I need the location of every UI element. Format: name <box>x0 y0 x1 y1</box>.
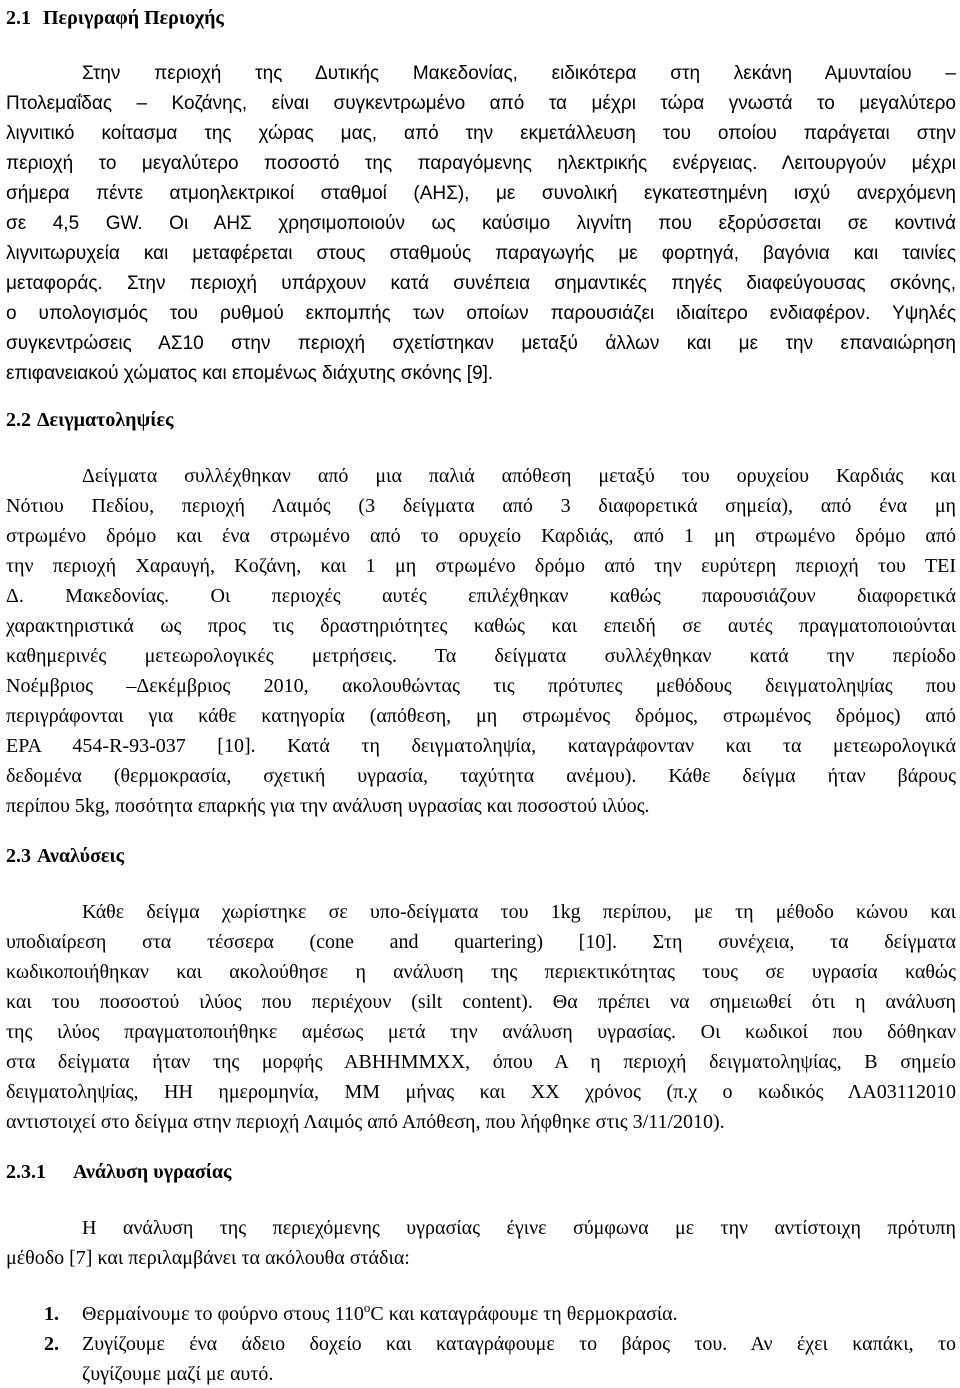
section-heading-2-1 <box>6 6 224 30</box>
section-title: Αναλύσεις <box>37 845 125 867</box>
paragraph-line: ο υπολογισμός του ρυθμού εκπομπής των οποίων παρουσιάζει ιδιαίτερο ενδιαφέρον. Υψηλές <box>6 303 956 324</box>
list-item-number: 1. <box>44 1303 59 1325</box>
section-title: Δειγματοληψίες <box>37 409 174 431</box>
section-heading-2-2 <box>6 408 173 432</box>
paragraph-line: δειγματοληψίας, ΗΗ ημερομηνία, ΜΜ μήνας και ΧΧ χρόνος (π.χ ο κωδικός ΛΑ03112010 <box>6 1081 956 1103</box>
list-item-number: 2. <box>44 1333 59 1355</box>
paragraph-line: Η ανάλυση της περιεχόμενης υγρασίας έγινε σύμφωνα με την αντίστοιχη πρότυπη <box>82 1217 956 1239</box>
degree-superscript: o <box>363 1300 371 1315</box>
paragraph-line: Κάθε δείγμα χωρίστηκε σε υπο-δείγματα του 1kg περίπου, με τη μέθοδο κώνου και <box>82 901 956 923</box>
list-item-text-part: C και καταγράφουμε τη θερμοκρασία. <box>370 1303 678 1325</box>
section-title: Περιγραφή Περιοχής <box>43 7 224 29</box>
paragraph-line: μεταφοράς. Στην περιοχή υπάρχουν κατά συνέπεια σημαντικές πηγές διαφεύγουσας σκόνης, <box>6 273 956 294</box>
paragraph-line: υποδιαίρεση στα τέσσερα (cone and quartering) [10]. Στη συνέχεια, τα δείγματα <box>6 931 956 953</box>
paragraph-line: σε 4,5 GW. Οι ΑΗΣ χρησιμοποιούν ως καύσιμο λιγνίτη που εξορύσσεται σε κοντινά <box>6 213 956 234</box>
list-item-text <box>82 1302 678 1326</box>
paragraph-line: την περιοχή Χαραυγή, Κοζάνη, και 1 μη στρωμένο δρόμο από την ευρύτερη περιοχή του ΤΕΙ <box>6 555 956 577</box>
paragraph-line: Νότιου Πεδίου, περιοχή Λαιμός (3 δείγματα από 3 διαφορετικά σημεία), από ένα μη <box>6 495 956 517</box>
paragraph-line: και του ποσοστού ιλύος που περιέχουν (silt content). Θα πρέπει να σημειωθεί ότι η ανάλυση <box>6 991 956 1013</box>
paragraph-line: Δείγματα συλλέχθηκαν από μια παλιά απόθεση μεταξύ του ορυχείου Καρδιάς και <box>82 465 956 487</box>
paragraph-line: λιγνιτωρυχεία και μεταφέρεται στους σταθμούς παραγωγής με φορτηγά, βαγόνια και ταινίες <box>6 243 956 264</box>
paragraph-line: της ιλύος πραγματοποιήθηκε αμέσως μετά την ανάλυση υγρασίας. Οι κωδικοί που δόθηκαν <box>6 1021 956 1043</box>
section-number: 2.3.1 <box>6 1161 46 1183</box>
paragraph-line: EPA 454-R-93-037 [10]. Κατά τη δειγματοληψία, καταγράφονταν και τα μετεωρολογικά <box>6 735 956 757</box>
paragraph-line: σήμερα πέντε ατμοηλεκτρικοί σταθμοί (ΑΗΣ), με συνολική εγκατεστημένη ισχύ ανερχόμενη <box>6 183 956 204</box>
paragraph-line: Στην περιοχή της Δυτικής Μακεδονίας, ειδικότερα στη λεκάνη Αμυνταίου – <box>82 63 956 84</box>
list-item-text: Ζυγίζουμε ένα άδειο δοχείο και καταγράφουμε το βάρος του. Αν έχει καπάκι, το <box>82 1333 956 1355</box>
paragraph-line: Νοέμβριος –Δεκέμβριος 2010, ακολουθώντας τις πρότυπες μεθόδους δειγματοληψίας που <box>6 675 956 697</box>
paragraph-line: επιφανειακού χώματος και επομένως διάχυτης σκόνης [9]. <box>6 363 494 384</box>
section-heading-2-3 <box>6 844 124 868</box>
section-heading-2-3-1 <box>6 1160 232 1184</box>
paragraph-line: καθημερινές μετεωρολογικές μετρήσεις. Τα δείγματα συλλέχθηκαν κατά την περίοδο <box>6 645 956 667</box>
paragraph-line: περιγράφονται για κάθε κατηγορία (απόθεση, μη στρωμένος δρόμος, στρωμένος δρόμος) από <box>6 705 956 727</box>
paragraph-line: στρωμένο δρόμο και ένα στρωμένο από το ορυχείο Καρδιάς, από 1 μη στρωμένο δρόμο από <box>6 525 956 547</box>
paragraph-line: λιγνιτικό κοίτασμα της χώρας μας, από την εκμετάλλευση του οποίου παράγεται στην <box>6 123 956 144</box>
section-number: 2.2 <box>6 409 31 431</box>
paragraph-line: κωδικοποιήθηκαν και ακολούθησε η ανάλυση της περιεκτικότητας τους σε υγρασία καθώς <box>6 961 956 983</box>
paragraph-line: μέθοδο [7] και περιλαμβάνει τα ακόλουθα στάδια: <box>6 1247 410 1269</box>
list-item-text-part: Θερμαίνουμε το φούρνο στους 110 <box>82 1303 364 1325</box>
paragraph-line: στα δείγματα ήταν της μορφής ΑΒΗΗΜΜΧΧ, όπου Α η περιοχή δειγματοληψίας, Β σημείο <box>6 1051 956 1073</box>
paragraph-line: Δ. Μακεδονίας. Οι περιοχές αυτές επιλέχθηκαν καθώς παρουσιάζουν διαφορετικά <box>6 585 956 607</box>
paragraph-line: αντιστοιχεί στο δείγμα στην περιοχή Λαιμός από Απόθεση, που λήφθηκε στις 3/11/2010). <box>6 1111 725 1133</box>
paragraph-line: περίπου 5kg, ποσότητα επαρκής για την ανάλυση υγρασίας και ποσοστού ιλύος. <box>6 795 650 817</box>
paragraph-line: δεδομένα (θερμοκρασία, σχετική υγρασία, ταχύτητα ανέμου). Κάθε δείγμα ήταν βάρους <box>6 765 956 787</box>
section-number: 2.3 <box>6 845 31 867</box>
paragraph-line: περιοχή το μεγαλύτερο ποσοστό της παραγόμενης ηλεκτρικής ενέργειας. Λειτουργούν μέχρι <box>6 153 956 174</box>
list-item-text: ζυγίζουμε μαζί με αυτό. <box>82 1363 274 1385</box>
paragraph-line: χαρακτηριστικά ως προς τις δραστηριότητες καθώς και επειδή σε αυτές πραγματοποιούνται <box>6 615 956 637</box>
section-number: 2.1 <box>6 7 31 29</box>
section-title: Ανάλυση υγρασίας <box>73 1161 232 1183</box>
paragraph-line: Πτολεμαΐδας – Κοζάνης, είναι συγκεντρωμένο από τα μέχρι τώρα γνωστά το μεγαλύτερο <box>6 93 956 114</box>
paragraph-line: συγκεντρώσεις ΑΣ10 στην περιοχή σχετίστηκαν μεταξύ άλλων και με την επαναιώρηση <box>6 333 956 354</box>
